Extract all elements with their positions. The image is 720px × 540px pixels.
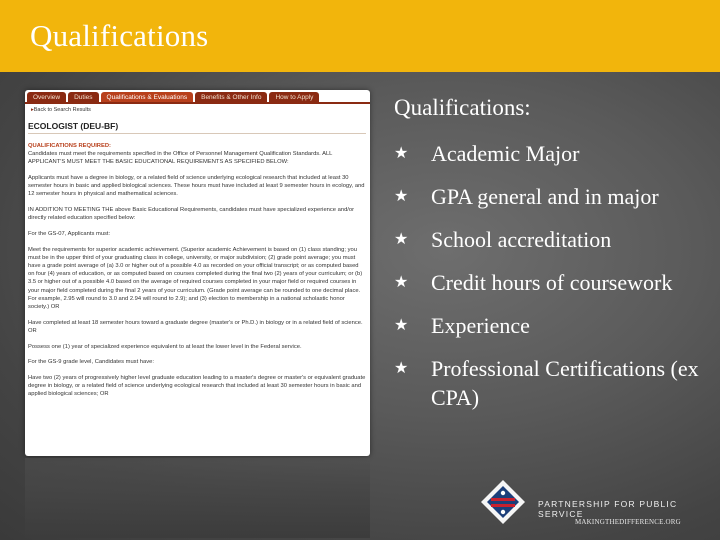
specialized-experience: Possess one (1) year of specialized experience equivalent to at least the lower level in the Federal service. xyxy=(28,343,302,350)
star-icon: ★ xyxy=(394,231,409,248)
org-name: PARTNERSHIP FOR PUBLIC SERVICE xyxy=(538,499,678,519)
star-icon: ★ xyxy=(394,274,409,291)
gs9-heading: For the GS-9 grade level, Candidates must have: xyxy=(28,359,154,366)
degree-requirement: Applicants must have a degree in biology, or a related field of science underlying ecological research that included at least 30 semester hours in basic and applied biological sciences. These hours must have included at least 9 semester hours in ecology, and 12 semester hours in physical and mathematical sciences. xyxy=(28,175,365,198)
back-link[interactable]: ▸ Back to Search Results xyxy=(31,107,91,113)
tab-duties[interactable]: Duties xyxy=(68,92,98,103)
list-item: ★ Experience xyxy=(394,313,530,338)
list-item: ★ Academic Major xyxy=(394,141,580,166)
list-item: ★ Credit hours of coursework xyxy=(394,270,673,295)
superior-achievement: Meet the requirements for superior academic achievement. (Superior academic Achievement is based on (1) class standing; you must be in the upper third of your graduating class in college, university, or major subdivision; (2) grade point average; you must have a grade point average of (a) 3.0 or higher out of a possible 4.0 as recorded on your official transcript; or as computed based on four (4) years of education, or as computed based on courses completed during the final two (2) years of your curriculum; or (b) 3.5 or higher out of a possible 4.0 based on the average of required courses completed in your major field or required courses in your major field completed during the final 2 years of your curriculum. (Grade point average can be rounded to one decimal place. For example, 2.95 will round to 3.0 and 2.94 will round to 2.9); and (3) election to membership in a national scholastic honor society.) OR xyxy=(28,246,363,310)
list-item: ★ School accreditation xyxy=(394,227,612,252)
tab-overview[interactable]: Overview xyxy=(27,92,66,103)
slide-title: Qualifications xyxy=(30,18,209,53)
star-icon: ★ xyxy=(394,317,409,334)
qualifications-heading: Qualifications: xyxy=(394,95,531,120)
job-listing-screenshot xyxy=(25,90,370,456)
reflection-fade xyxy=(25,458,370,538)
list-item: ★ Professional Certifications (ex CPA) xyxy=(394,356,699,410)
qualifications-list xyxy=(394,139,714,426)
pps-logo-icon xyxy=(478,478,528,526)
requirements-intro xyxy=(28,142,366,166)
tab-benefits[interactable]: Benefits & Other Info xyxy=(195,92,267,103)
job-title: ECOLOGIST (DEU-BF) xyxy=(28,121,366,134)
tab-qualifications[interactable]: Qualifications & Evaluations xyxy=(101,92,194,103)
requirements-text: Candidates must meet the requirements specified in the Office of Personnel Management Qualification Standards. ALL APPLICANT'S MUST MEET THE BASIC EDUCATIONAL REQUIREMENTS AS SPECIFIED BELOW: xyxy=(28,151,333,166)
gs07-heading: For the GS-07, Applicants must: xyxy=(28,231,111,238)
graduate-hours: Have completed at least 18 semester hours toward a graduate degree (master's or Ph.D.) in biology or in a related field of science. OR xyxy=(28,319,363,334)
list-item: ★ GPA general and in major xyxy=(394,184,659,209)
org-url[interactable]: MAKINGTHEDIFFERENCE.ORG xyxy=(575,518,681,526)
graduate-education: Have two (2) years of progressively higher level graduate education leading to a master's degree or master's or equivalent graduate degree in biology, or a related field of science underlying ecological research that included at least 30 semester hours in basic and applied biological sciences; OR xyxy=(28,375,366,398)
additional-requirement: IN ADDITION TO MEETING THE above Basic Educational Requirements, candidates must have specialized experience and/or directly related education specified below: xyxy=(28,207,355,222)
tab-how-to-apply[interactable]: How to Apply xyxy=(269,92,319,103)
requirements-heading: QUALIFICATIONS REQUIRED: xyxy=(28,143,111,149)
star-icon: ★ xyxy=(394,360,409,377)
tab-underline xyxy=(25,102,370,104)
screenshot-reflection xyxy=(25,458,370,538)
star-icon: ★ xyxy=(394,188,409,205)
qualifications-content xyxy=(28,142,366,406)
title-bar xyxy=(0,0,720,72)
star-icon: ★ xyxy=(394,145,409,162)
